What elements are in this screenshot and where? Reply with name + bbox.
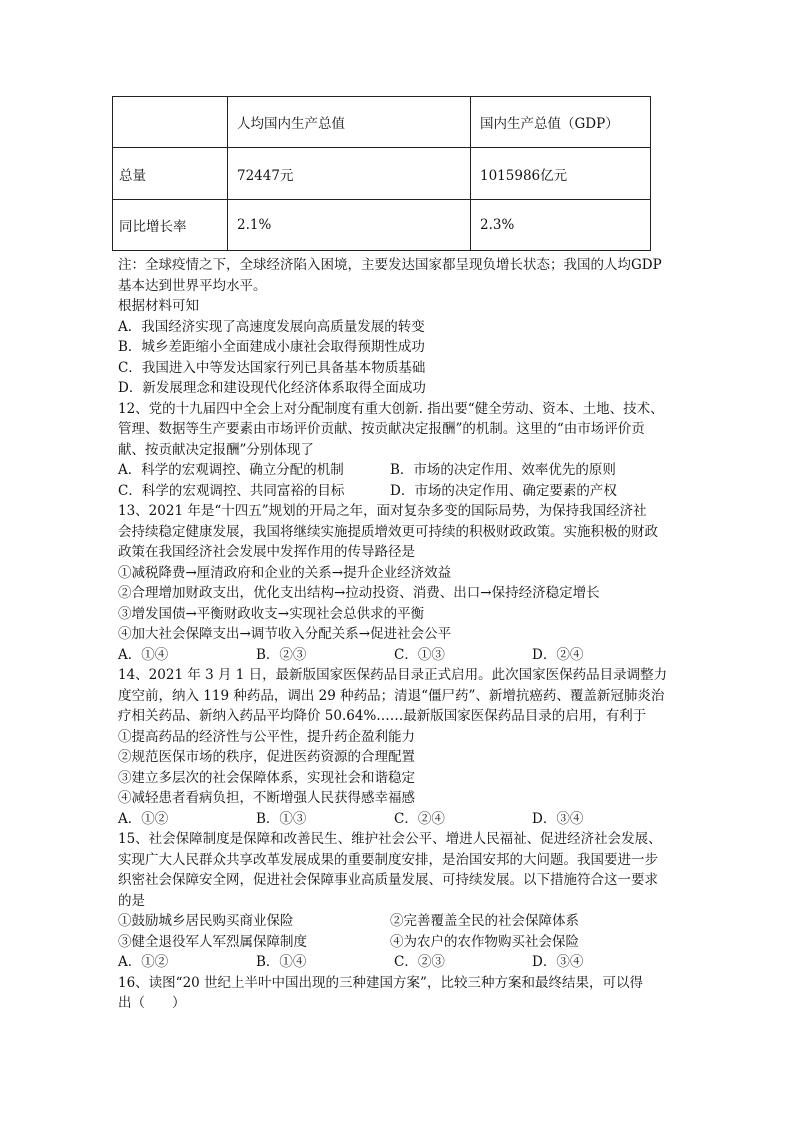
table-header-cell (113, 97, 228, 148)
q15-item: ①鼓励城乡居民购买商业保险 (118, 913, 294, 929)
gdp-table (112, 96, 651, 251)
q14-stem: 疗相关药品、新纳入药品平均降价 50.64%……最新版国家医保药品目录的启用，有利于 (118, 708, 647, 724)
q16-stem: 16、读图“20 世纪上半叶中国出现的三种建国方案”，比较三种方案和最终结果，可以得 (118, 974, 643, 991)
table-cell: 同比增长率 (113, 200, 228, 251)
q15-item: ③健全退役军人军烈属保障制度 (118, 933, 307, 950)
q14-item: ③建立多层次的社会保障体系，实现社会和谐稳定 (118, 769, 415, 786)
q15-items-row (118, 932, 678, 953)
q12-option: B．市场的决定作用、效率优先的原则 (390, 462, 616, 478)
data-table-wrap (112, 96, 651, 251)
option-b: B．城乡差距缩小全面建成小康社会取得预期性成功 (118, 339, 425, 355)
q14-option: A．①② (118, 810, 169, 827)
q12-options-row (118, 460, 678, 481)
option-a: A．我国经济实现了高速度发展向高质量发展的转变 (118, 318, 425, 335)
q14-item: ①提高药品的经济性与公平性，提升药企盈利能力 (118, 728, 415, 745)
q14-option: B．①③ (256, 810, 307, 827)
q13-option: D．②④ (532, 646, 584, 663)
table-header-row (113, 97, 651, 148)
q15-stem: 实现广大人民群众共享改革发展成果的重要制度安排，是治国安邦的大问题。我国要进一步 (118, 851, 658, 868)
table-cell: 72447元 (228, 148, 471, 200)
q14-item: ④减轻患者看病负担，不断增强人民获得感幸福感 (118, 790, 415, 806)
q12-stem: 献、按贡献决定报酬”分别体现了 (118, 441, 314, 458)
q15-options-row (118, 952, 678, 973)
table-cell: 总量 (113, 148, 228, 200)
option-c: C．我国进入中等发达国家行列已具备基本物质基础 (118, 359, 426, 376)
q14-stem: 14、2021 年 3 月 1 日，最新版国家医保药品目录正式启用。此次国家医保药品目录调整力 (118, 667, 668, 683)
note-line: 注：全球疫情之下，全球经济陷入困境，主要发达国家都呈现负增长状态；我国的人均GDP (118, 257, 662, 273)
q14-options-row (118, 809, 678, 830)
table-cell: 2.1% (228, 200, 471, 251)
q13-options-row (118, 645, 678, 666)
q14-option: C．②④ (394, 810, 445, 827)
q12-option: A．科学的宏观调控、确立分配的机制 (118, 462, 344, 478)
q12-stem: 管理、数据等生产要素由市场评价贡献、按贡献决定报酬”的机制。这里的“由市场评价贡 (118, 421, 645, 437)
q13-item: ④加大社会保障支出→调节收入分配关系→促进社会公平 (118, 626, 452, 642)
q13-item: ③增发国债→平衡财政收支→实现社会总供求的平衡 (118, 605, 425, 622)
q14-item: ②规范医保市场的秩序，促进医药资源的合理配置 (118, 749, 415, 765)
q15-option: B．①④ (256, 954, 307, 970)
q15-option: C．②③ (394, 954, 445, 970)
table-header-cell: 国内生产总值（GDP） (471, 97, 651, 148)
q13-stem: 政策在我国经济社会发展中发挥作用的传导路径是 (118, 544, 415, 560)
q12-options-row (118, 481, 678, 502)
q13-item: ①减税降费→厘清政府和企业的关系→提升企业经济效益 (118, 564, 452, 581)
q15-stem: 织密社会保障安全网，促进社会保障事业高质量发展、可持续发展。以下措施符合这一要求 (118, 872, 658, 888)
table-row (113, 148, 651, 200)
q12-option: C．科学的宏观调控、共同富裕的目标 (118, 482, 345, 499)
note-line: 基本达到世界平均水平。 (118, 277, 267, 294)
option-d: D．新发展理念和建设现代化经济体系取得全面成功 (118, 380, 426, 396)
table-header-cell: 人均国内生产总值 (228, 97, 471, 148)
table-row (113, 200, 651, 251)
q14-option: D．③④ (532, 810, 584, 827)
q13-option: B．②③ (256, 646, 307, 663)
q12-option: D．市场的决定作用、确定要素的产权 (390, 482, 617, 499)
q16-stem: 出（ ） (118, 995, 186, 1011)
q13-option: C．①③ (394, 646, 445, 663)
q12-stem: 12、党的十九届四中全会上对分配制度有重大创新. 指出要“健全劳动、资本、土地、技术、 (118, 400, 664, 417)
q13-option: A．①④ (118, 646, 169, 663)
q15-items-row (118, 911, 678, 932)
q15-item: ④为农户的农作物购买社会保险 (390, 933, 579, 950)
q15-item: ②完善覆盖全民的社会保障体系 (390, 913, 579, 929)
question-text (118, 255, 678, 1014)
table-cell: 1015986亿元 (471, 148, 651, 200)
q14-stem: 度空前，纳入 119 种药品，调出 29 种药品；清退“僵尸药”、新增抗癌药、覆盖新冠肺炎治 (118, 687, 665, 704)
q15-option: A．①② (118, 954, 169, 970)
q15-stem: 的是 (118, 892, 145, 909)
q13-item: ②合理增加财政支出，优化支出结构→拉动投资、消费、出口→保持经济稳定增长 (118, 585, 600, 601)
table-cell: 2.3% (471, 200, 651, 251)
q13-stem: 13、2021 年是“十四五”规划的开局之年，面对复杂多变的国际局势，为保持我国经济社 (118, 503, 647, 519)
q15-stem: 15、社会保障制度是保障和改善民生、维护社会公平、增进人民福祉、促进经济社会发展、 (118, 831, 662, 847)
q13-stem: 会持续稳定健康发展，我国将继续实施提质增效更可持续的积极财政政策。实施积极的财政 (118, 523, 658, 540)
q15-option: D．③④ (532, 954, 584, 970)
question-stem: 根据材料可知 (118, 298, 199, 314)
